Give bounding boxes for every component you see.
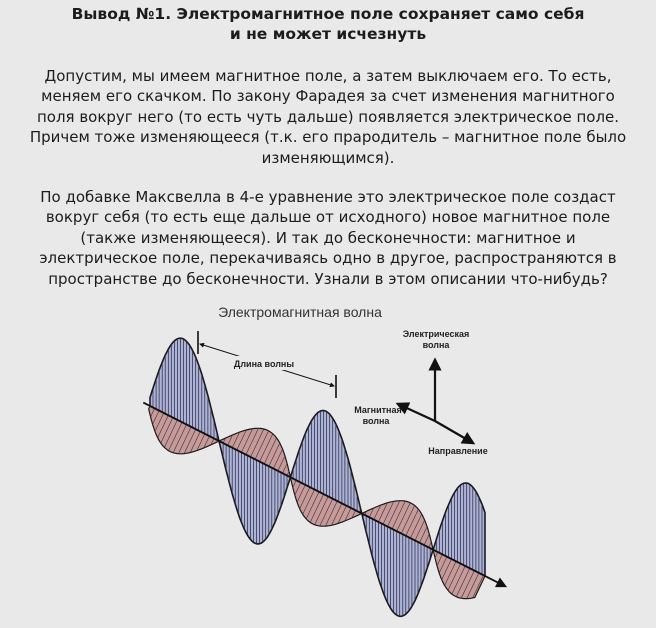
- paragraph-line: По добавке Максвелла в 4-е уравнение это электрическое поле создаст: [40, 188, 616, 206]
- wave-group: [143, 338, 505, 616]
- magnetic-axis-label-line1: Магнитная: [354, 405, 402, 415]
- electric-axis-label-line1: Электрическая: [402, 329, 470, 339]
- electric-axis-label-line2: волна: [422, 340, 450, 350]
- wavelength-label: Длина волны: [233, 359, 295, 369]
- magnetic-axis-arrow: [398, 404, 435, 421]
- axes-legend: [354, 329, 487, 456]
- paragraph-line: поля вокруг него (то есть чуть дальше) появляется электрическое поле.: [36, 107, 620, 126]
- wavelength-marker: [198, 331, 336, 398]
- paragraph-line: изменяющимся).: [261, 148, 395, 167]
- paragraph-line: пространстве до бесконечности. Узнали в этом описании что-нибудь?: [48, 269, 608, 288]
- paragraph-line: Причем тоже изменяющееся (т.к. его прародитель – магнитное поле было: [29, 128, 627, 147]
- heading-line-2: и не может исчезнуть: [229, 25, 427, 43]
- em-wave-diagram: [130, 298, 530, 628]
- paragraph-line: (также изменяющееся). И так до бесконечности: магнитное и: [80, 228, 576, 247]
- paragraph-maxwell: [20, 187, 636, 289]
- em-wave-figure: [130, 298, 530, 628]
- figure-title: Электромагнитная волна: [218, 304, 382, 320]
- paragraph-line: электрическое поле, перекачиваясь одно в другое, распространяются в: [39, 249, 617, 268]
- paragraph-line: Допустим, мы имеем магнитное поле, а затем выключаем его. То есть,: [44, 67, 612, 85]
- direction-axis-arrow: [435, 421, 473, 443]
- paragraph-faraday: [20, 66, 636, 168]
- paragraph-line: вокруг себя (то есть еще дальше от исходного) новое магнитное поле: [45, 208, 611, 227]
- magnetic-axis-label-line2: волна: [362, 416, 390, 426]
- paragraph-line: меняем его скачком. По закону Фарадея за счет изменения магнитного: [41, 87, 615, 106]
- heading-line-1: Вывод №1. Электромагнитное поле сохраняет само себя: [71, 5, 585, 23]
- conclusion-heading: [0, 4, 656, 44]
- direction-axis-label: Направление: [428, 446, 488, 456]
